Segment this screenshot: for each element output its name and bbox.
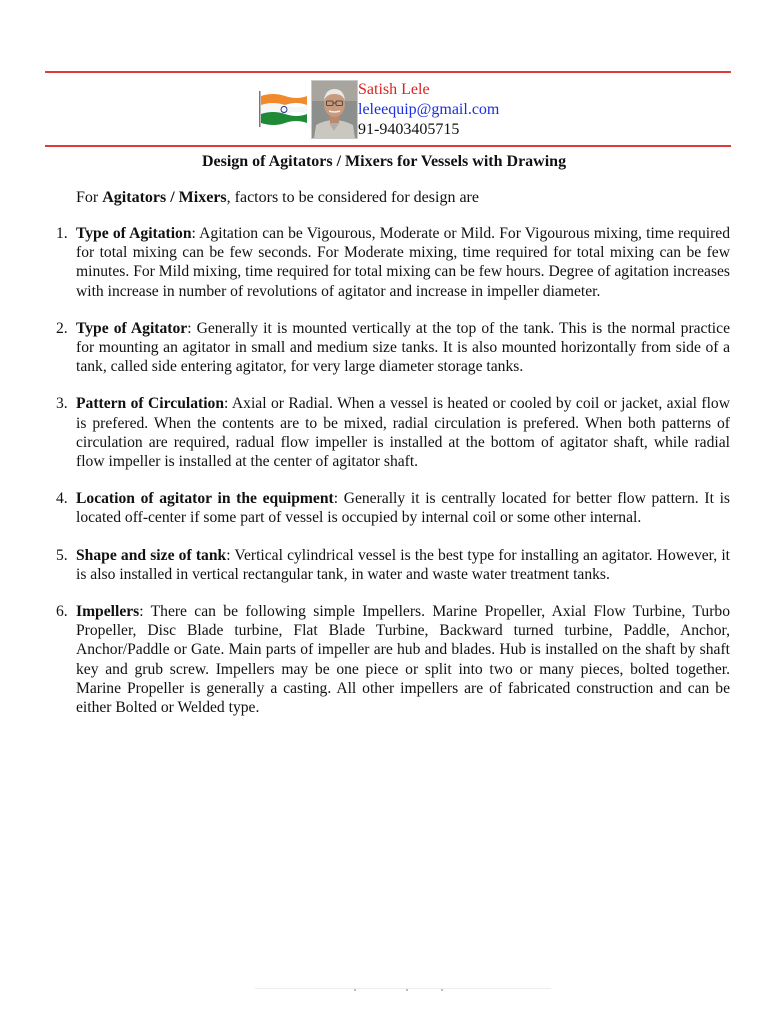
footer-mark <box>354 989 356 991</box>
header-bottom-rule <box>45 145 731 147</box>
factor-item <box>56 602 730 717</box>
factor-item <box>56 546 730 584</box>
factor-text: : Axial or Radial. When a vessel is heated or cooled by coil or jacket, axial flow is prefered. When the contents are to be mixed, radial circulation is prefered. When both patterns of circulation are required, radual flow impeller is installed at the bottom of agitator shaft, while radial flow impeller is installed at the center of agitator shaft. <box>76 395 730 471</box>
factor-term: Type of Agitator <box>76 319 188 337</box>
contact-block <box>358 80 499 140</box>
factor-item <box>56 489 730 527</box>
factor-text: : There can be following simple Impellers. Marine Propeller, Axial Flow Turbine, Turbo Propeller, Disc Blade turbine, Flat Blade Turbine, Backward turned turbine, Paddle, Anchor, Anchor/Paddle or Gate. Main parts of impeller are hub and blades. Hub is installed on the shaft by shaft key and grub screw. Impellers may be one piece or split into two or many pieces, bolted together. Marine Propeller is generally a casting. All other impellers are of fabricated construction and can be either Bolted or Welded type. <box>76 603 730 717</box>
factor-number: 2. <box>56 319 68 337</box>
author-email-link[interactable]: leleequip@gmail.com <box>358 101 500 118</box>
factor-text: : Generally it is centrally located for better flow pattern. It is located off-center if some part of vessel is occupied by internal coil or some other internal. <box>76 490 730 527</box>
factor-term: Pattern of Circulation <box>76 395 224 413</box>
factor-term: Shape and size of tank <box>76 546 227 564</box>
factor-number: 6. <box>56 603 68 621</box>
factor-number: 3. <box>56 395 68 413</box>
header-top-rule <box>45 71 731 73</box>
footer-mark <box>441 989 443 991</box>
factor-text: : Generally it is mounted vertically at the top of the tank. This is the normal practice for mounting an agitator in small and medium size tanks. It is also mounted horizontally from side of a tank, called side entering agitator, for very large diameter storage tanks. <box>76 319 730 376</box>
intro-bold-term: Agitators / Mixers <box>102 189 227 206</box>
factor-item <box>56 394 730 471</box>
factor-term: Location of agitator in the equipment <box>76 490 334 508</box>
factor-text: : Agitation can be Vigourous, Moderate or Mild. For Vigourous mixing, time required for total mixing can be few seconds. For Moderate mixing, time required for total mixing can be few minutes. For Mild mixing, time required for total mixing can be few hours. Degree of agitation increases with increase in number of revolutions of agitator and increase in impeller diameter. <box>76 225 730 300</box>
footer-divider <box>255 988 551 989</box>
factor-number: 4. <box>56 490 68 508</box>
factor-term: Impellers <box>76 603 140 621</box>
factor-text: : Vertical cylindrical vessel is the best type for installing an agitator. However, it is also installed in vertical rectangular tank, in water and waste water treatment tanks. <box>76 546 730 583</box>
india-flag-icon <box>259 91 309 127</box>
footer-mark <box>406 989 408 991</box>
author-name: Satish Lele <box>358 81 430 98</box>
intro-prefix: For <box>76 189 103 206</box>
intro-paragraph <box>76 188 479 208</box>
author-photo <box>311 80 358 139</box>
design-factor-list <box>56 224 730 735</box>
intro-suffix: , factors to be considered for design are <box>226 189 479 206</box>
factor-item <box>56 319 730 377</box>
author-phone: 91-9403405715 <box>358 121 460 138</box>
factor-term: Type of Agitation <box>76 225 192 242</box>
factor-number: 1. <box>56 225 68 242</box>
factor-item <box>56 224 730 301</box>
document-title: Design of Agitators / Mixers for Vessels with Drawing <box>201 153 567 170</box>
factor-number: 5. <box>56 546 68 564</box>
